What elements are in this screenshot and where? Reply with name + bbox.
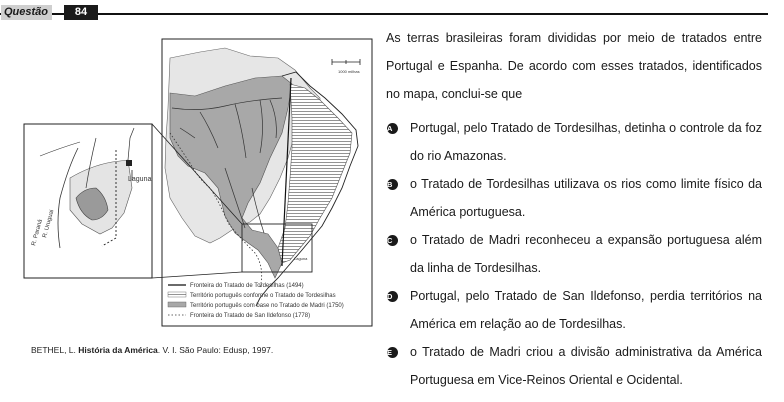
question-number: 84 bbox=[64, 5, 98, 20]
option-a[interactable] bbox=[386, 114, 762, 170]
map-label-laguna: Laguna bbox=[294, 256, 308, 261]
option-letter-d: D bbox=[387, 291, 398, 302]
citation-title: História da América bbox=[78, 345, 158, 355]
question-label: Questão bbox=[1, 5, 52, 20]
header-rule bbox=[0, 13, 768, 15]
legend-item-madri-territory: Território português com base no Tratado de Madri (1750) bbox=[190, 303, 344, 309]
option-c[interactable] bbox=[386, 226, 762, 282]
citation-rest: . V. I. São Paulo: Edusp, 1997. bbox=[157, 345, 274, 355]
option-letter-b: B bbox=[387, 179, 398, 190]
option-e[interactable] bbox=[386, 338, 762, 394]
option-text-e: o Tratado de Madri criou a divisão administrativa da América Portuguesa em Vice-Reinos Oriental e Ocidental. bbox=[410, 345, 762, 387]
question-stem: As terras brasileiras foram divididas por meio de tratados entre Portugal e Espanha. De acordo com esses tratados, identificados no mapa, conclui-se que bbox=[386, 31, 762, 101]
legend-item-san-ildefonso: Fronteira do Tratado de San Ildefonso (1778) bbox=[190, 313, 311, 319]
inset-panel bbox=[24, 124, 152, 278]
inset-river-parana: R. Paraná bbox=[31, 218, 44, 247]
option-text-b: o Tratado de Tordesilhas utilizava os rios como limite físico da América portuguesa. bbox=[410, 177, 762, 219]
legend-item-tordesilhas-line: Fronteira do Tratado de Tordesilhas (1494) bbox=[190, 283, 304, 289]
treaties-map bbox=[20, 38, 376, 328]
option-d[interactable] bbox=[386, 282, 762, 338]
option-text-d: Portugal, pelo Tratado de San Ildefonso, perdia territórios na América em relação ao de Tordesilhas. bbox=[410, 289, 762, 331]
citation-author: BETHEL, L. bbox=[31, 345, 76, 355]
option-letter-c: C bbox=[387, 235, 398, 246]
option-text-a: Portugal, pelo Tratado de Tordesilhas, detinha o controle da foz do rio Amazonas. bbox=[410, 121, 762, 163]
answer-options bbox=[386, 114, 762, 394]
option-letter-e: E bbox=[387, 347, 398, 358]
option-letter-a: A bbox=[387, 123, 398, 134]
map-citation bbox=[31, 345, 273, 355]
question-header bbox=[0, 0, 784, 20]
option-b[interactable] bbox=[386, 170, 762, 226]
inset-label-laguna: Laguna bbox=[128, 176, 152, 183]
scale-label: 1000 milhas bbox=[338, 69, 360, 74]
inset-river-uruguai: R. Uruguai bbox=[42, 209, 56, 239]
legend-item-tordesilhas-territory: Território português conforme o Tratado de Tordesilhas bbox=[190, 293, 336, 299]
option-text-c: o Tratado de Madri reconheceu a expansão portuguesa além da linha de Tordesilhas. bbox=[410, 233, 762, 275]
